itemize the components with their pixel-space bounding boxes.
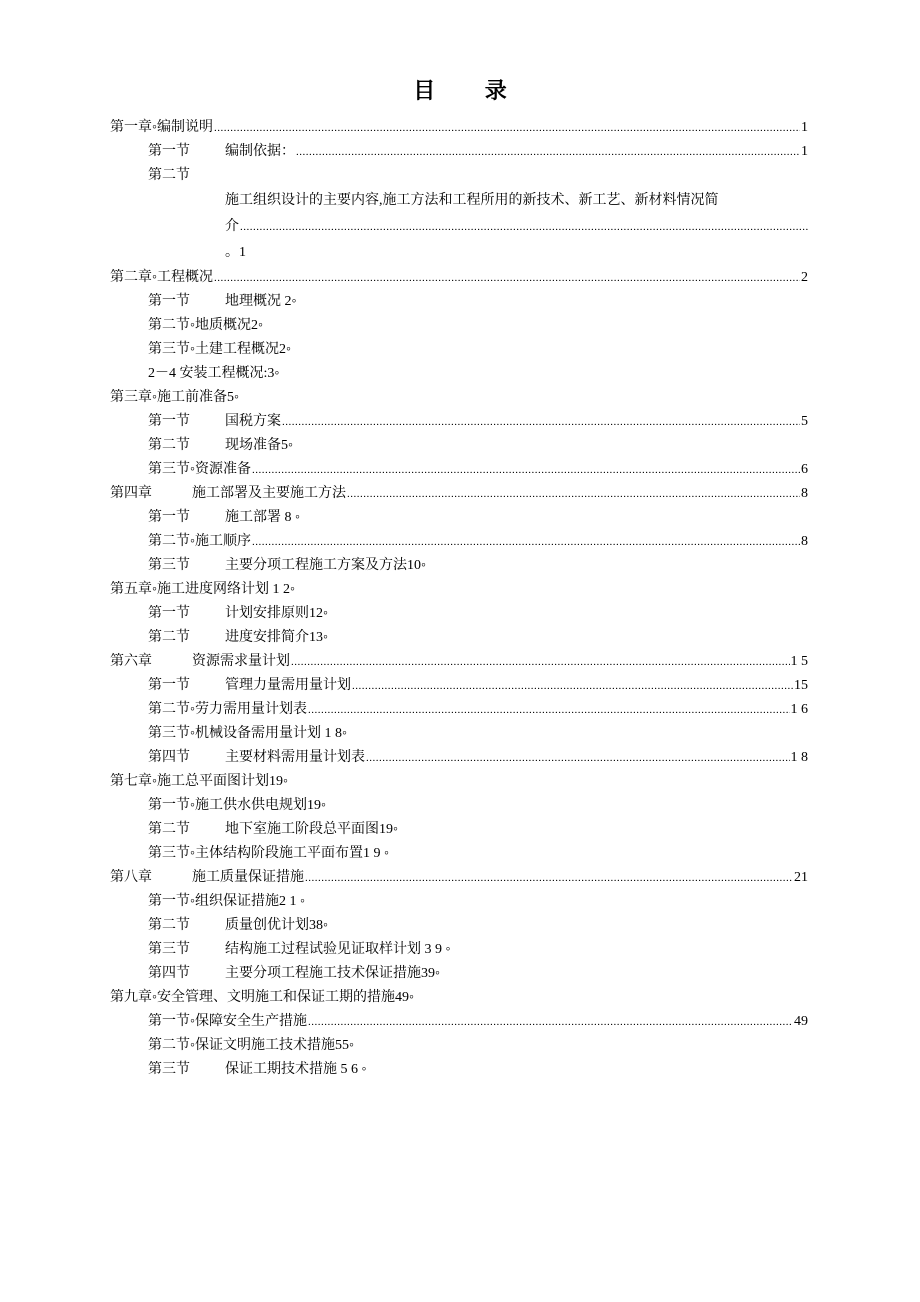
dot-leader — [252, 530, 800, 554]
toc-chapter-entry[interactable] — [110, 866, 808, 890]
toc-section-entry[interactable] — [110, 506, 808, 530]
toc-entry-title: 计划安排原则12◦ — [225, 606, 328, 621]
toc-entry-label: 第一节◦施工供水供电规划19◦ — [148, 798, 326, 813]
dot-leader — [282, 410, 800, 434]
dot-leader — [308, 698, 790, 722]
toc-entry-page: 1 — [801, 120, 808, 135]
toc-entry-label: 第二节◦地质概况2◦ — [148, 318, 263, 333]
toc-chapter-entry[interactable] — [110, 386, 808, 410]
toc-entry-label: 第三章◦施工前准备5◦ — [110, 390, 239, 405]
toc-entry-label: 2－4 安装工程概况:3◦ — [148, 366, 280, 381]
toc-section-entry[interactable] — [110, 1034, 808, 1058]
toc-section-entry[interactable] — [110, 746, 808, 770]
toc-entry-page: 6 — [801, 462, 808, 477]
toc-section-entry[interactable] — [110, 140, 808, 164]
toc-section-entry[interactable] — [110, 530, 808, 554]
toc-entry-title: 现场准备5◦ — [225, 438, 293, 453]
toc-section-entry[interactable] — [110, 722, 808, 746]
toc-entry-label: 第三节 — [148, 942, 190, 957]
toc-section-entry[interactable] — [110, 1010, 808, 1034]
toc-entry-page: 8 — [801, 486, 808, 501]
toc-entry-label: 第二节 — [148, 168, 190, 183]
toc-chapter-entry[interactable] — [110, 650, 808, 674]
toc-section-entry[interactable] — [110, 674, 808, 698]
toc-section-entry[interactable] — [110, 290, 808, 314]
dot-leader — [240, 214, 808, 240]
toc-chapter-entry[interactable] — [110, 116, 808, 140]
toc-entry-label: 第六章 — [110, 654, 152, 669]
toc-entry-title: 施工部署 8 ◦ — [225, 510, 300, 525]
toc-entry-title: 施工组织设计的主要内容,施工方法和工程所用的新技术、新工艺、新材料情况简 — [225, 193, 719, 208]
toc-section-entry[interactable] — [110, 818, 808, 842]
page-title: 目 录 — [413, 78, 529, 103]
toc-chapter-entry[interactable] — [110, 482, 808, 506]
toc-entry-page: 1 5 — [790, 654, 808, 669]
toc-entry-page: 。1 — [225, 245, 246, 260]
toc-entry-title: 保证工期技术措施 5 6 ◦ — [225, 1062, 367, 1077]
toc-section-entry[interactable] — [110, 410, 808, 434]
toc-entry-label: 第三节◦土建工程概况2◦ — [148, 342, 291, 357]
toc-entry-label: 第三节◦资源准备 — [148, 462, 251, 477]
toc-entry-label: 第九章◦安全管理、文明施工和保证工期的措施49◦ — [110, 990, 414, 1005]
toc-section-entry[interactable] — [110, 962, 808, 986]
toc-entry-title: 主要分项工程施工技术保证措施39◦ — [225, 966, 440, 981]
toc-entry-page: 8 — [801, 534, 808, 549]
toc-entry-multiline[interactable] — [110, 188, 808, 266]
toc-entry-label: 第二节◦施工顺序 — [148, 534, 251, 549]
dot-leader — [366, 746, 790, 770]
toc-entry-title: 地理概况 2◦ — [225, 294, 297, 309]
dot-leader — [305, 866, 793, 890]
dot-leader — [214, 266, 800, 290]
toc-entry-label: 第二节◦保证文明施工技术措施55◦ — [148, 1038, 354, 1053]
toc-section-entry[interactable] — [110, 338, 808, 362]
toc-section-entry[interactable] — [110, 554, 808, 578]
toc-entry-label: 第一节 — [148, 606, 190, 621]
toc-entry-label: 第一节 — [148, 678, 190, 693]
toc-entry-title: 施工质量保证措施 — [192, 870, 304, 885]
toc-section-entry[interactable] — [110, 842, 808, 866]
toc-entry-title: 管理力量需用量计划 — [225, 678, 351, 693]
toc-entry-title-cont: 介 — [225, 219, 239, 234]
toc-entry-page: 1 8 — [790, 750, 808, 765]
dot-leader — [252, 458, 800, 482]
toc-entry-label: 第二节 — [148, 918, 190, 933]
toc-entry-label: 第二节 — [148, 822, 190, 837]
toc-entry-page: 1 — [801, 144, 808, 159]
toc-entry-label: 第三节 — [148, 558, 190, 573]
dot-leader — [214, 116, 800, 140]
toc-entry-label: 第一节 — [148, 414, 190, 429]
toc-entry-label: 第三节 — [148, 1062, 190, 1077]
toc-entry-page: 1 6 — [790, 702, 808, 717]
toc-section-entry[interactable] — [110, 314, 808, 338]
toc-section-entry[interactable] — [110, 434, 808, 458]
toc-section-entry[interactable] — [110, 164, 808, 188]
dot-leader — [296, 140, 800, 164]
toc-section-entry[interactable] — [110, 794, 808, 818]
toc-section-entry[interactable] — [110, 1058, 808, 1082]
toc-section-entry[interactable] — [110, 626, 808, 650]
toc-entry-title: 质量创优计划38◦ — [225, 918, 328, 933]
toc-chapter-entry[interactable] — [110, 266, 808, 290]
toc-entry-label: 第二节 — [148, 438, 190, 453]
toc-entry-label: 第一节 — [148, 294, 190, 309]
toc-entry-label: 第三节◦机械设备需用量计划 1 8◦ — [148, 726, 347, 741]
toc-entry-title: 进度安排简介13◦ — [225, 630, 328, 645]
toc-entry-title: 主要分项工程施工方案及方法10◦ — [225, 558, 426, 573]
toc-entry-label: 第八章 — [110, 870, 152, 885]
toc-entry-label: 第一节 — [148, 144, 190, 159]
toc-entry-title: 地下室施工阶段总平面图19◦ — [225, 822, 398, 837]
toc-chapter-entry[interactable] — [110, 986, 808, 1010]
toc-entry-label: 第七章◦施工总平面图计划19◦ — [110, 774, 288, 789]
toc-section-entry[interactable] — [110, 914, 808, 938]
dot-leader — [308, 1010, 793, 1034]
toc-section-entry[interactable] — [110, 362, 808, 386]
dot-leader — [291, 650, 790, 674]
toc-entry-title: 国税方案 — [225, 414, 281, 429]
dot-leader — [347, 482, 800, 506]
toc-entry-page: 5 — [801, 414, 808, 429]
toc-entry-label: 第三节◦主体结构阶段施工平面布置1 9 ◦ — [148, 846, 389, 861]
toc-entry-page: 2 — [801, 270, 808, 285]
toc-entry-label: 第二节 — [148, 630, 190, 645]
toc-entry-page: 49 — [794, 1014, 808, 1029]
toc-entry-title: 施工部署及主要施工方法 — [192, 486, 346, 501]
toc-entry-page: 15 — [794, 678, 808, 693]
toc-entry-title: 资源需求量计划 — [192, 654, 290, 669]
toc-entry-label: 第四章 — [110, 486, 152, 501]
toc-entry-title: 编制依据： — [225, 144, 295, 159]
toc-section-entry[interactable] — [110, 890, 808, 914]
toc-section-entry[interactable] — [110, 602, 808, 626]
toc-chapter-entry[interactable] — [110, 578, 808, 602]
toc-section-entry[interactable] — [110, 938, 808, 962]
toc-entry-label: 第一章◦编制说明 — [110, 120, 213, 135]
toc-entry-page: 21 — [794, 870, 808, 885]
toc-section-entry[interactable] — [110, 698, 808, 722]
toc-entry-title: 主要材料需用量计划表 — [225, 750, 365, 765]
toc-entry-title: 结构施工过程试验见证取样计划 3 9 ◦ — [225, 942, 451, 957]
toc-entry-label: 第二节◦劳力需用量计划表 — [148, 702, 307, 717]
toc-entry-label: 第一节◦组织保证措施2 1 ◦ — [148, 894, 305, 909]
toc-entry-label: 第四节 — [148, 750, 190, 765]
toc-section-entry[interactable] — [110, 458, 808, 482]
table-of-contents — [110, 116, 808, 1082]
toc-chapter-entry[interactable] — [110, 770, 808, 794]
toc-entry-label: 第四节 — [148, 966, 190, 981]
toc-entry-label: 第五章◦施工进度网络计划 1 2◦ — [110, 582, 295, 597]
toc-entry-label: 第二章◦工程概况 — [110, 270, 213, 285]
toc-entry-label: 第一节 — [148, 510, 190, 525]
dot-leader — [352, 674, 793, 698]
toc-entry-label: 第一节◦保障安全生产措施 — [148, 1014, 307, 1029]
